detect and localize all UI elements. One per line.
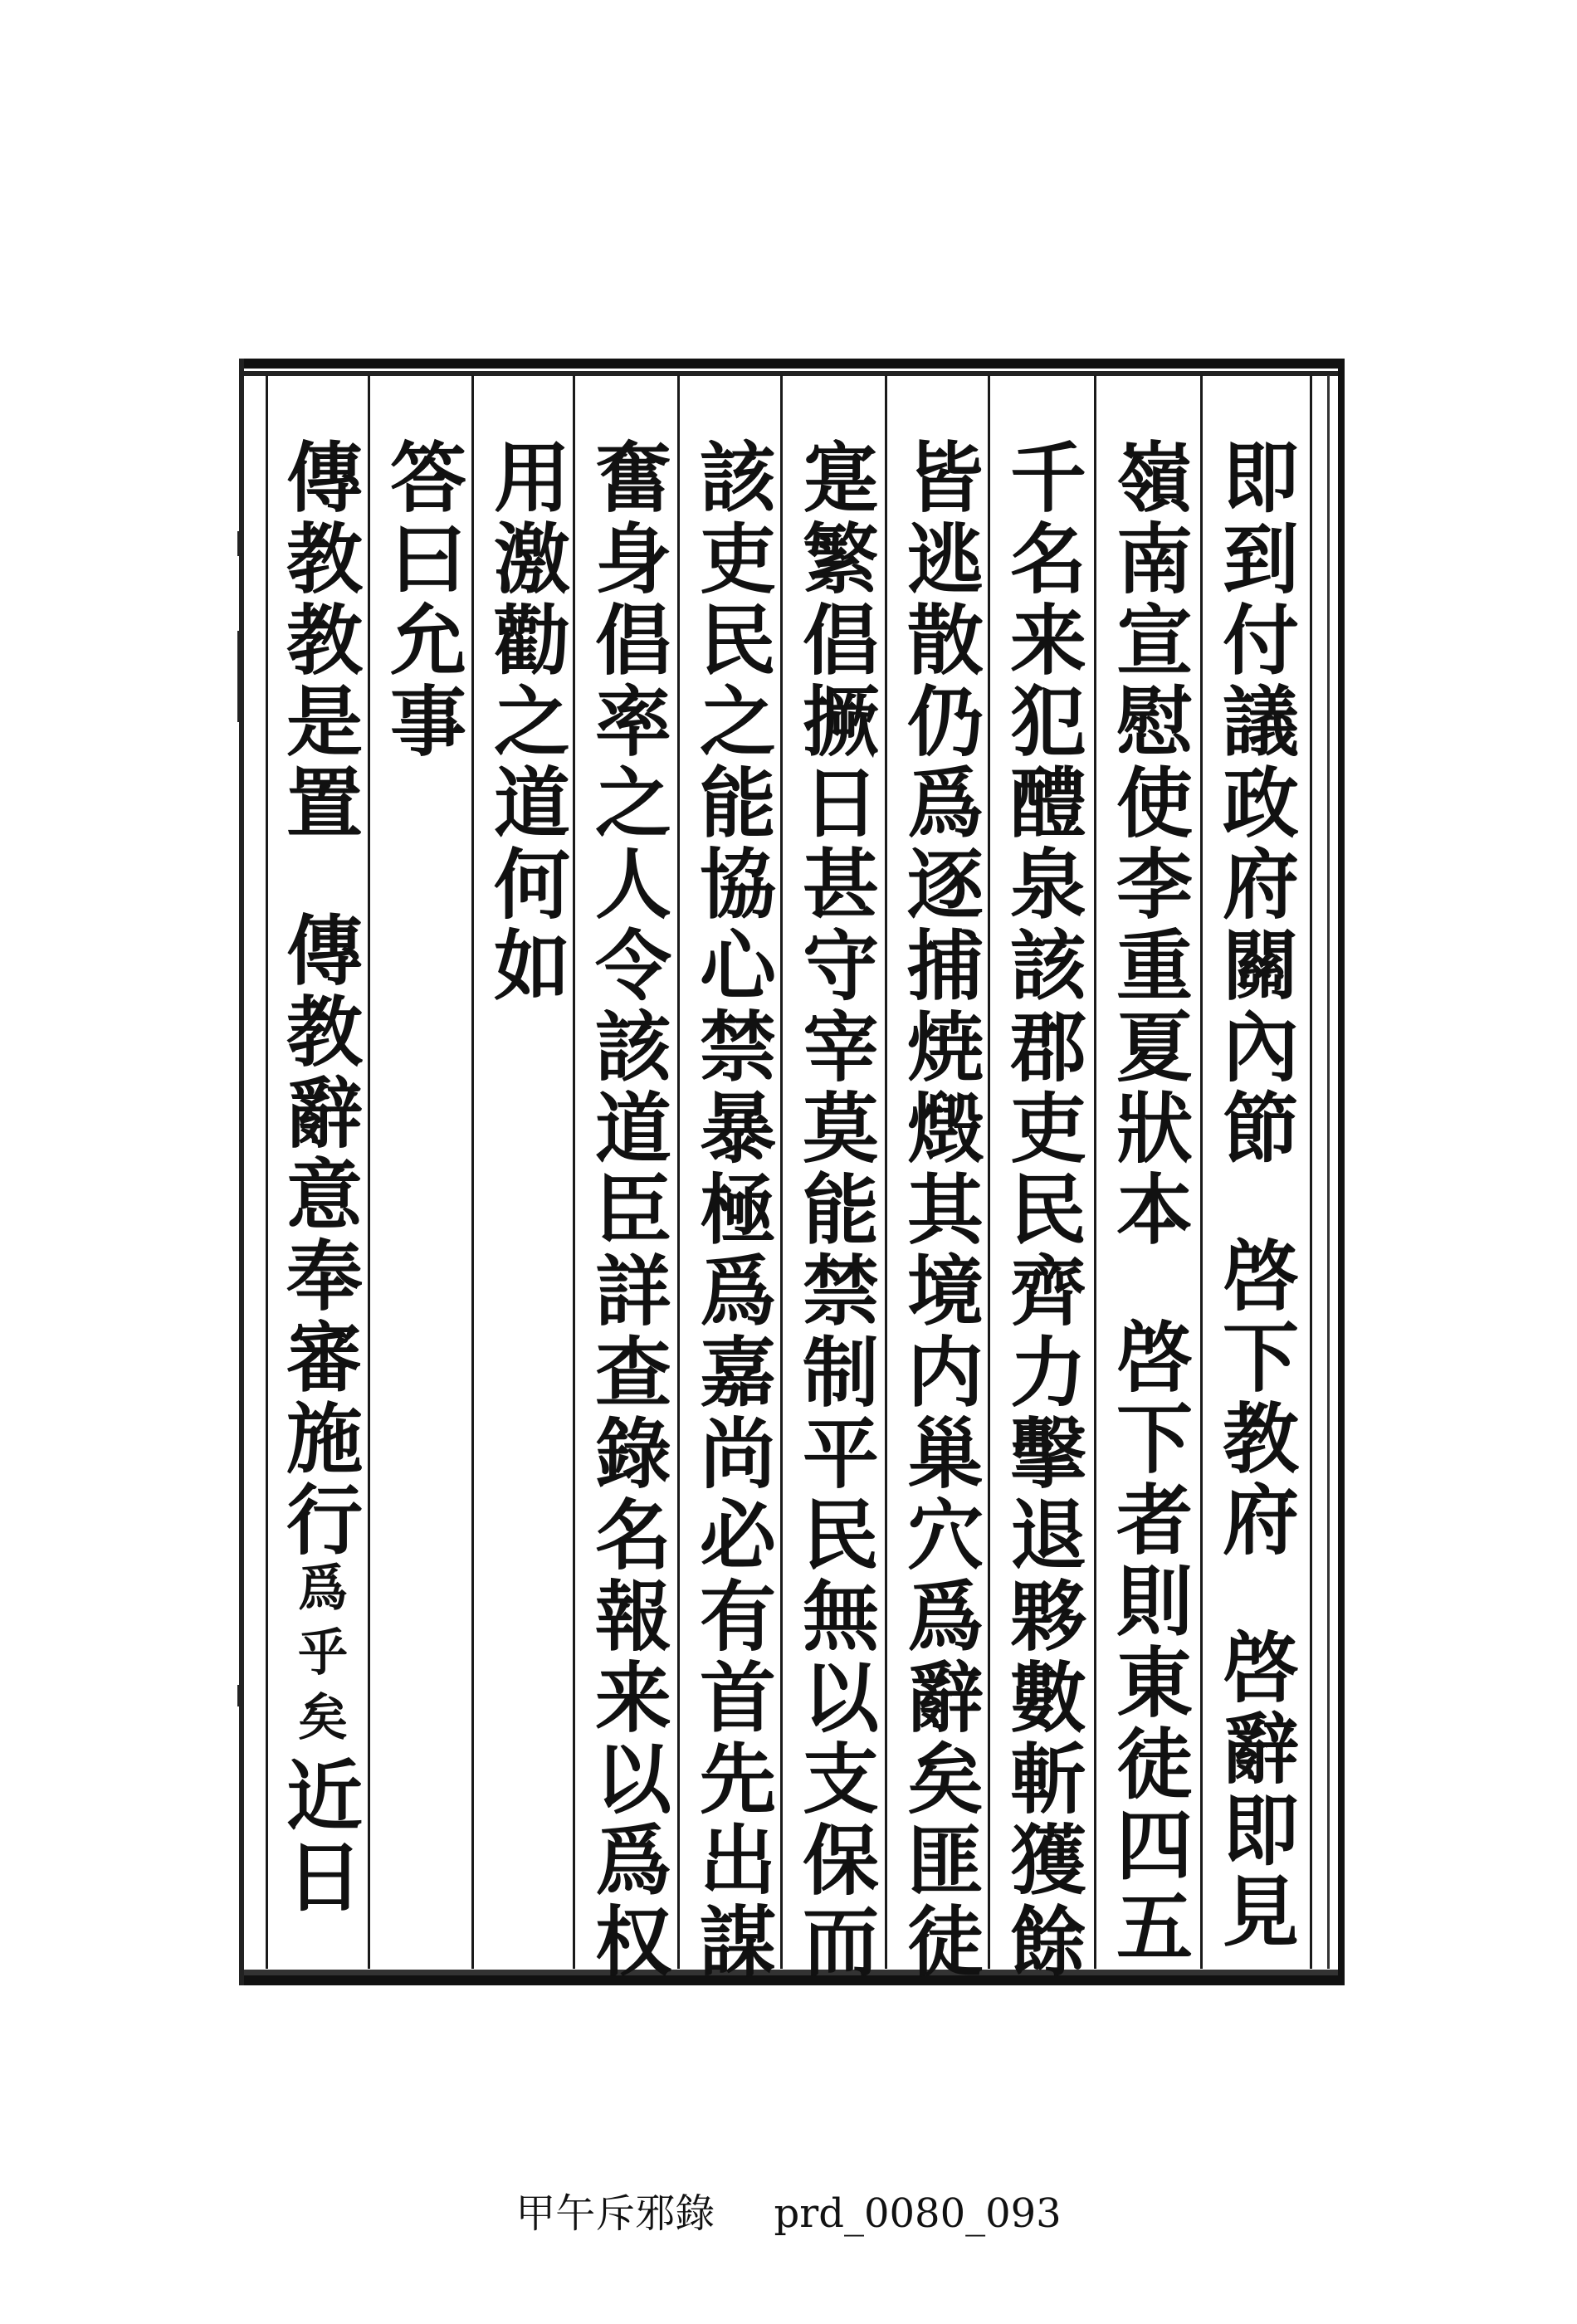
frame-right-inner-border xyxy=(1327,375,1330,1969)
text-column-5 xyxy=(782,437,888,1983)
column-segment: 嶺南宣慰使李重夏狀本 xyxy=(1104,437,1194,1251)
fold-mark xyxy=(237,1685,242,1706)
text-column-4 xyxy=(886,437,993,1983)
column-text: 該吏民之能協心禁暴極爲嘉尚必有首先出謀 xyxy=(687,437,777,1983)
fold-mark xyxy=(237,531,242,556)
column-segment: 啓下者則東徒四五 xyxy=(1104,1317,1194,1968)
text-column-9 xyxy=(369,437,476,1948)
caption-page-id: prd_0080_093 xyxy=(774,2190,1062,2237)
column-text: 寔繁倡撅日甚守宰莫能禁制平民無以支保而 xyxy=(790,437,880,1983)
frame-left-border xyxy=(239,359,244,1985)
woodblock-frame xyxy=(239,359,1345,1985)
text-column-2 xyxy=(1096,437,1202,1968)
column-segment: 傳教教是置 xyxy=(274,437,364,844)
column-text: 奮身倡率之人令該道臣詳查錄名報来以爲权 xyxy=(583,437,672,1983)
fold-mark xyxy=(237,631,244,722)
column-segment: 啓辭即見 xyxy=(1210,1628,1300,1953)
column-text: 皆逃散仍爲逐捕焼燬其境内巢穴爲辭矣匪徒 xyxy=(895,437,984,1983)
text-column-3 xyxy=(989,437,1096,1983)
frame-top-border xyxy=(239,359,1345,371)
column-text: 用激勸之道何如 xyxy=(481,437,571,1007)
column-segment: 啓下教府 xyxy=(1210,1236,1300,1561)
column-segment: 傳教辭意奉審施行 xyxy=(274,911,364,1561)
text-column-8 xyxy=(473,437,579,1948)
page-caption xyxy=(0,2181,1577,2239)
column-divider xyxy=(1310,375,1312,1969)
text-column-1 xyxy=(1202,437,1308,1953)
column-text: 千名来犯醴泉該郡吏民齊力擊退夥數斬獲餘 xyxy=(998,437,1087,1983)
text-column-7 xyxy=(574,437,681,1983)
text-column-10 xyxy=(266,437,372,1948)
column-text xyxy=(1104,437,1194,1968)
column-text xyxy=(1210,437,1300,1953)
column-text xyxy=(274,437,364,1918)
column-text: 答曰允事 xyxy=(378,437,467,763)
column-segment: 即到付議政府關內節 xyxy=(1210,437,1300,1169)
column-segment: 近日 xyxy=(274,1755,364,1918)
frame-right-border xyxy=(1338,359,1345,1985)
text-column-6 xyxy=(679,437,785,1983)
column-segment-small: 爲乎矣 xyxy=(290,1561,348,1755)
caption-book-title: 甲午斥邪錄 xyxy=(515,2190,715,2237)
